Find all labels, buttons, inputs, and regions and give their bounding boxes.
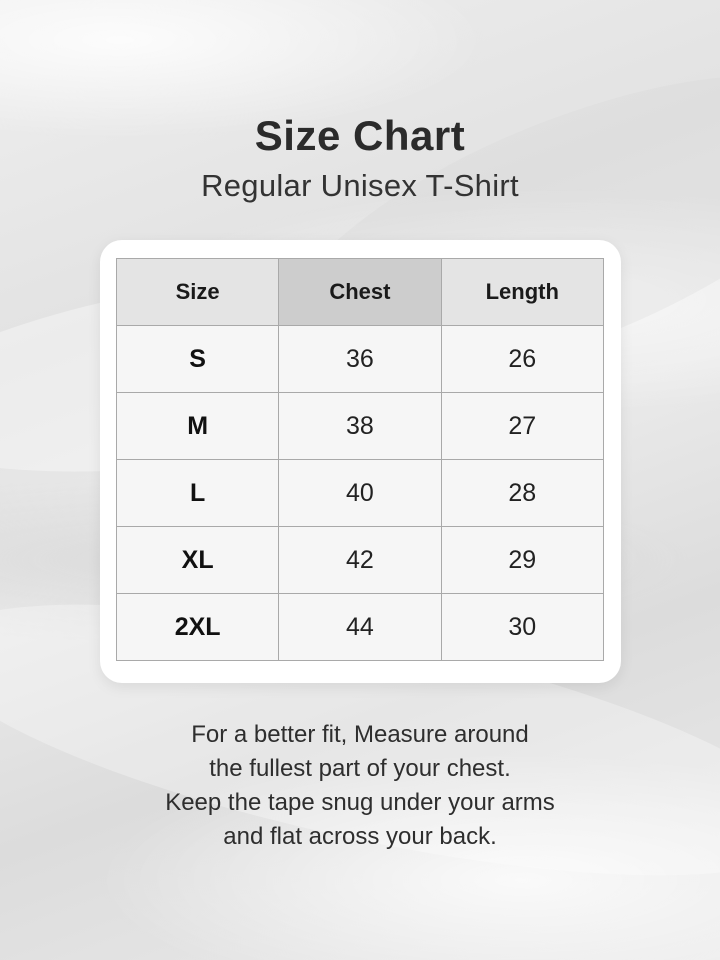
size-cell: S [117, 326, 279, 393]
size-table-card [100, 240, 621, 683]
length-cell: 26 [441, 326, 603, 393]
table-header-row [117, 259, 604, 326]
measuring-note [0, 718, 720, 854]
chest-cell: 38 [279, 393, 441, 460]
length-cell: 27 [441, 393, 603, 460]
table-row [117, 393, 604, 460]
page-title: Size Chart [254, 112, 466, 159]
note-line: Keep the tape snug under your arms [165, 789, 555, 816]
size-table [116, 258, 604, 661]
table-row [117, 326, 604, 393]
chest-cell: 36 [279, 326, 441, 393]
column-header-size: Size [117, 259, 279, 326]
column-header-length: Length [441, 259, 603, 326]
note-line: the fullest part of your chest. [209, 755, 511, 782]
chest-cell: 44 [279, 594, 441, 661]
column-header-chest: Chest [279, 259, 441, 326]
size-cell: M [117, 393, 279, 460]
chest-cell: 40 [279, 460, 441, 527]
size-cell: 2XL [117, 594, 279, 661]
length-cell: 30 [441, 594, 603, 661]
size-cell: XL [117, 527, 279, 594]
table-row [117, 460, 604, 527]
table-row [117, 594, 604, 661]
page-subtitle: Regular Unisex T-Shirt [201, 168, 519, 203]
length-cell: 28 [441, 460, 603, 527]
table-row [117, 527, 604, 594]
chest-cell: 42 [279, 527, 441, 594]
size-cell: L [117, 460, 279, 527]
note-line: For a better fit, Measure around [191, 721, 529, 748]
note-line: and flat across your back. [223, 823, 497, 850]
length-cell: 29 [441, 527, 603, 594]
